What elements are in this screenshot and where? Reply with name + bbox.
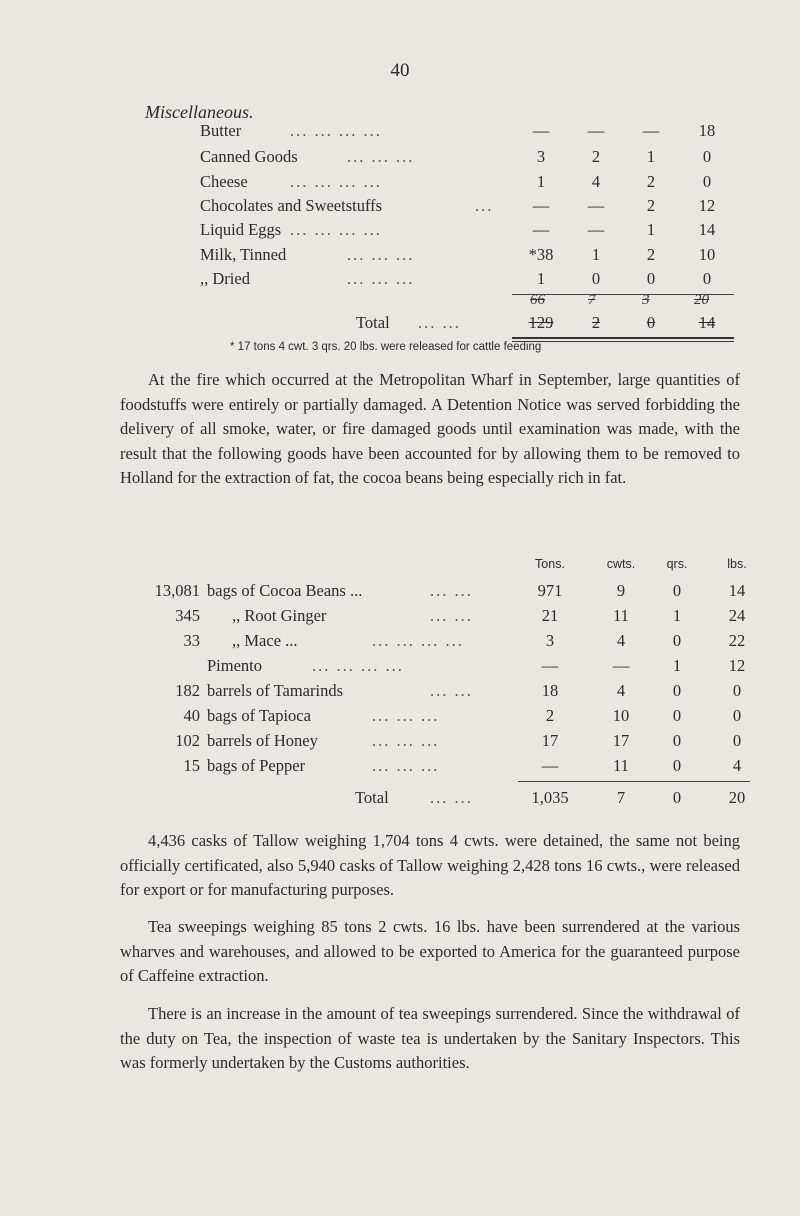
quantity: 182 <box>175 681 200 700</box>
cell-lbs: 14 <box>728 581 746 600</box>
cell-lbs: 0 <box>732 731 742 750</box>
description: barrels of Honey <box>207 731 318 750</box>
quantity: 40 <box>183 706 200 725</box>
header-qrs: qrs. <box>666 557 688 571</box>
header-cwts: cwts. <box>606 557 636 571</box>
leader-dots: ... ... <box>430 581 473 600</box>
table-row <box>0 706 800 730</box>
handwritten-note: 3 <box>642 292 650 308</box>
total-cell: 0 <box>646 313 656 332</box>
row-label: Liquid Eggs <box>200 220 282 239</box>
table-row <box>0 147 800 171</box>
leader-dots: ... ... ... <box>372 706 440 725</box>
cell: *38 <box>528 245 554 264</box>
leader-dots: ... ... <box>430 606 473 625</box>
cell: — <box>532 196 550 215</box>
total-cell: 129 <box>528 313 554 332</box>
total-cell: 14 <box>698 313 716 332</box>
cell: 1 <box>536 172 546 191</box>
table-header <box>0 557 800 581</box>
cell: 2 <box>646 196 656 215</box>
handwritten-note: 20 <box>694 292 709 308</box>
paragraph-text: There is an increase in the amount of tea sweepings surrendered. Since the withdrawal of the duty on Tea, the inspection of waste tea is undertaken by the Sanitary Inspectors. This was formerly undertaken by the Customs authorities. <box>120 1004 740 1072</box>
paragraph-text: Tea sweepings weighing 85 tons 2 cwts. 16 lbs. have been surrendered at the various wharves and warehouses, and allowed to be exported to America for the guaranteed purpose of Caffeine extraction. <box>120 917 740 985</box>
section-heading: Miscellaneous. <box>145 102 254 122</box>
table-row <box>0 656 800 680</box>
cell: — <box>642 121 660 140</box>
cell: 14 <box>698 220 716 239</box>
cell-lbs: 22 <box>728 631 746 650</box>
cell: 2 <box>646 245 656 264</box>
table-row <box>0 269 800 293</box>
description: ,, Root Ginger <box>232 606 327 625</box>
cell: 0 <box>702 269 712 288</box>
quantity: 102 <box>175 731 200 750</box>
table-row <box>0 196 800 220</box>
total-qrs: 0 <box>672 788 682 807</box>
cell-cwts: 11 <box>613 606 629 625</box>
cell: 18 <box>698 121 716 140</box>
row-label: Butter <box>200 121 242 140</box>
cell: 10 <box>698 245 716 264</box>
row-label: Cheese <box>200 172 248 191</box>
cell-cwts: 9 <box>616 581 626 600</box>
cell: 0 <box>702 172 712 191</box>
cell-lbs: 24 <box>728 606 746 625</box>
total-label: Total <box>356 313 390 332</box>
row-label: Milk, Tinned <box>200 245 287 264</box>
leader-dots: ... ... ... ... <box>290 220 382 239</box>
cell-qrs: 1 <box>672 656 682 675</box>
paragraph <box>120 368 740 491</box>
total-label: Total <box>355 788 389 807</box>
cell-lbs: 0 <box>732 706 742 725</box>
leader-dots: ... ... ... ... <box>290 121 382 140</box>
leader-dots: ... ... ... <box>347 269 415 288</box>
cell-cwts: 11 <box>613 756 629 775</box>
cell-lbs: 0 <box>732 681 742 700</box>
cell: 1 <box>646 220 656 239</box>
cell-qrs: 0 <box>672 756 682 775</box>
leader-dots: ... ... <box>430 788 473 807</box>
cell-cwts: — <box>612 656 630 675</box>
description: bags of Pepper <box>207 756 306 775</box>
leader-dots: ... <box>475 196 494 215</box>
cell-qrs: 0 <box>672 706 682 725</box>
cell: 2 <box>646 172 656 191</box>
row-label: Canned Goods <box>200 147 298 166</box>
total-row <box>0 788 800 812</box>
table-row <box>0 245 800 269</box>
leader-dots: ... ... ... <box>347 245 415 264</box>
leader-dots: ... ... ... <box>372 756 440 775</box>
leader-dots: ... ... <box>430 681 473 700</box>
cell: 2 <box>591 147 601 166</box>
description: Pimento <box>207 656 263 675</box>
paragraph-text: At the fire which occurred at the Metropolitan Wharf in September, large quantities of foodstuffs were entirely or partially damaged. A Detention Notice was served forbidding the delivery of all smoke, water, or fire damaged goods until examination was made, with the result that the following goods have been accounted for by allowing them to be removed to Holland for the extraction of fat, the cocoa beans being especially rich in fat. <box>120 370 740 487</box>
cell-cwts: 10 <box>612 706 630 725</box>
cell: 4 <box>591 172 601 191</box>
cell: 0 <box>591 269 601 288</box>
cell-cwts: 4 <box>616 631 626 650</box>
double-rule-top <box>512 337 734 339</box>
cell-cwts: 17 <box>612 731 630 750</box>
cell: 1 <box>536 269 546 288</box>
cell-qrs: 0 <box>672 631 682 650</box>
cell: — <box>587 196 605 215</box>
quantity: 345 <box>175 606 200 625</box>
cell-tons: 971 <box>537 581 563 600</box>
cell: — <box>587 220 605 239</box>
total-cwts: 7 <box>616 788 626 807</box>
cell: — <box>532 220 550 239</box>
table-row <box>0 681 800 705</box>
cell-tons: — <box>541 656 559 675</box>
handwritten-note: 7 <box>588 292 596 308</box>
cell-qrs: 0 <box>672 731 682 750</box>
total-row <box>0 313 800 337</box>
header-lbs: lbs. <box>727 557 747 571</box>
description: bags of Cocoa Beans ... <box>207 581 363 600</box>
description: bags of Tapioca <box>207 706 311 725</box>
table-row <box>0 220 800 244</box>
description: barrels of Tamarinds <box>207 681 343 700</box>
row-label: Chocolates and Sweetstuffs <box>200 196 383 215</box>
leader-dots: ... ... ... <box>347 147 415 166</box>
cell-lbs: 12 <box>728 656 746 675</box>
quantity: 13,081 <box>154 581 200 600</box>
header-tons: Tons. <box>535 557 565 571</box>
total-rule-top <box>518 781 750 782</box>
footnote: * 17 tons 4 cwt. 3 qrs. 20 lbs. were released for cattle feeding <box>230 341 542 353</box>
total-lbs: 20 <box>728 788 746 807</box>
description: ,, Mace ... <box>232 631 298 650</box>
paragraph <box>120 915 740 989</box>
cell-tons: 21 <box>541 606 559 625</box>
cell: 0 <box>646 269 656 288</box>
leader-dots: ... ... ... ... <box>290 172 382 191</box>
double-rule-bottom <box>512 341 734 342</box>
total-cell: 2 <box>591 313 601 332</box>
quantity: 15 <box>183 756 200 775</box>
leader-dots: ... ... ... ... <box>312 656 404 675</box>
cell: 0 <box>702 147 712 166</box>
cell-qrs: 0 <box>672 681 682 700</box>
table-row <box>0 121 800 145</box>
table-row <box>0 731 800 755</box>
table-row <box>0 172 800 196</box>
row-label: ,, Dried <box>200 269 250 288</box>
cell-lbs: 4 <box>732 756 742 775</box>
table-row <box>0 606 800 630</box>
handwritten-note: 66 <box>530 292 545 308</box>
cell: 1 <box>591 245 601 264</box>
cell-tons: 2 <box>545 706 555 725</box>
cell-tons: 17 <box>541 731 559 750</box>
leader-dots: ... ... <box>418 313 461 332</box>
cell-qrs: 1 <box>672 606 682 625</box>
cell: — <box>532 121 550 140</box>
leader-dots: ... ... ... ... <box>372 631 464 650</box>
cell: — <box>587 121 605 140</box>
cell: 12 <box>698 196 716 215</box>
paragraph <box>120 1002 740 1076</box>
cell-qrs: 0 <box>672 581 682 600</box>
page-number: 40 <box>390 60 410 81</box>
cell-tons: — <box>541 756 559 775</box>
table-row <box>0 631 800 655</box>
total-tons: 1,035 <box>531 788 569 807</box>
cell: 1 <box>646 147 656 166</box>
cell-tons: 3 <box>545 631 555 650</box>
cell-tons: 18 <box>541 681 559 700</box>
cell: 3 <box>536 147 546 166</box>
paragraph-text: 4,436 casks of Tallow weighing 1,704 tons 4 cwts. were detained, the same not being officially certificated, also 5,940 casks of Tallow weighing 2,428 tons 16 cwts., were released for export or for manufacturing purposes. <box>120 831 740 899</box>
quantity: 33 <box>183 631 200 650</box>
leader-dots: ... ... ... <box>372 731 440 750</box>
cell-cwts: 4 <box>616 681 626 700</box>
paragraph <box>120 829 740 903</box>
table-row <box>0 756 800 780</box>
table-row <box>0 581 800 605</box>
